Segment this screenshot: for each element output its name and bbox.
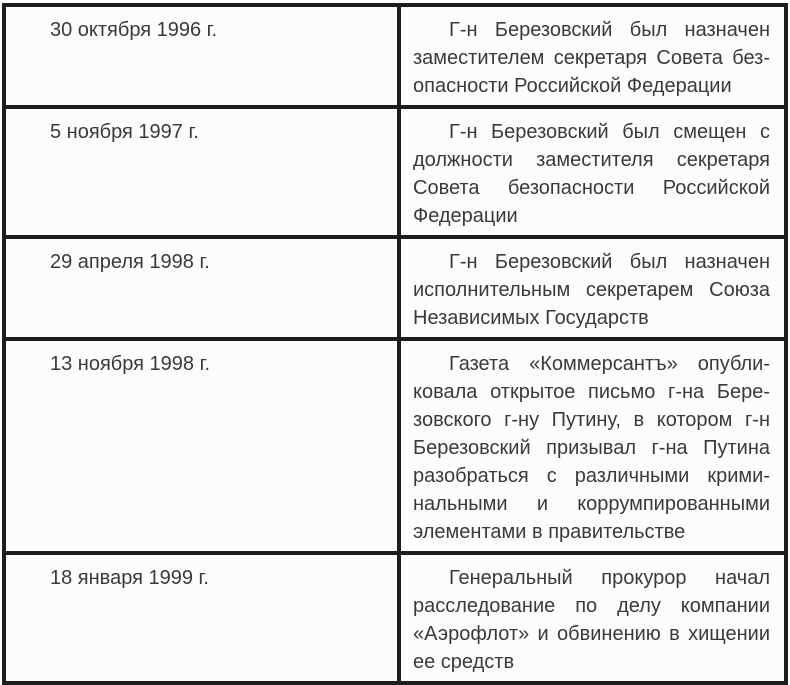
date-cell — [6, 555, 397, 681]
event-cell — [401, 239, 784, 337]
event-line: Г-н Березовский был смещен с — [449, 121, 770, 143]
event-line: Березовский призывал г-на Путина — [413, 437, 770, 459]
event-cell — [401, 555, 784, 681]
event-line: разобраться с различными крими- — [413, 465, 770, 487]
event-line: Г-н Березовский был назначен — [449, 251, 770, 273]
event-cell — [401, 109, 784, 235]
date-text: 13 ноября 1998 г. — [50, 353, 210, 375]
event-line: «Аэрофлот» и обвинению в хищении — [413, 623, 770, 645]
event-cell — [401, 341, 784, 551]
event-line: ковала открытое письмо г-на Бере- — [413, 381, 770, 403]
event-cell — [401, 7, 784, 105]
event-line: Совета безопасности Российской — [413, 177, 770, 199]
date-text: 30 октября 1996 г. — [50, 19, 218, 41]
date-text: 5 ноября 1997 г. — [50, 121, 199, 143]
event-line: опасности Российской Федерации — [413, 75, 732, 97]
event-line: Газета «Коммерсантъ» опубли- — [449, 353, 770, 375]
event-line: Г-н Березовский был назначен — [449, 19, 770, 41]
event-line: зовского г-ну Путину, в котором г-н — [413, 409, 770, 431]
event-line: расследование по делу компании — [413, 595, 770, 617]
date-text: 29 апреля 1998 г. — [50, 251, 210, 273]
date-text: 18 января 1999 г. — [50, 567, 209, 589]
date-cell — [6, 7, 397, 105]
event-line: Федерации — [413, 205, 518, 227]
event-line: Независимых Государств — [413, 307, 649, 329]
event-line: должности заместителя секретаря — [413, 149, 770, 171]
event-line: Генеральный прокурор начал — [449, 567, 770, 589]
event-line: нальными и коррумпированными — [413, 493, 770, 515]
event-line: заместителем секретаря Совета без- — [413, 47, 770, 69]
timeline-table — [2, 3, 788, 685]
date-cell — [6, 341, 397, 551]
event-line: ее средств — [413, 651, 515, 673]
event-line: исполнительным секретарем Союза — [413, 279, 770, 301]
event-line: элементами в правительстве — [413, 521, 686, 543]
date-cell — [6, 109, 397, 235]
date-cell — [6, 239, 397, 337]
